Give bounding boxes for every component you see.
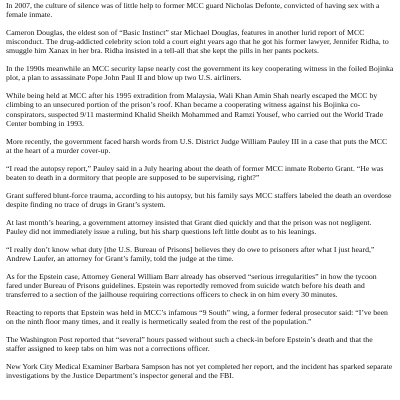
paragraph-hearing: At last month’s hearing, a government attorney insisted that Grant died quickly and that the prison was not negligent. Pauley did not immediately issue a ruling, but his sharp questions left little doubt as to his leanings. [6, 217, 372, 236]
paragraph-cameron-douglas: Cameron Douglas, the eldest son of “Basic Instinct” star Michael Douglas, features in another lurid report of MCC misconduct. The drug-addicted celebrity scion told a court eight years ago that he got his former lawyer, Jennifer Ridha, to smuggle him Xanax in her bra. Ridha insisted in a tell-all that she kept the pills in her pants pockets. [6, 28, 389, 56]
paragraph-medical-examiner: New York City Medical Examiner Barbara Sampson has not yet completed her report, and the incident has sparked separate investigations by the Justice Department’s inspector general and the FBI. [6, 361, 393, 381]
paragraph-wali-khan-amin-shah: While being held at MCC after his 1995 extradition from Malaysia, Wali Khan Amin Shah nearly escaped the MCC by climbing to an unsecured portion of the prison’s roof. Khan became a cooperating witness against his Bojinka co-conspirators, suspected 9/11 mastermind Khalid Sheikh Mohammed and Ramzi Yousef, who carried out the World Trade Center bombing in 1993. [6, 91, 384, 128]
paragraph-washington-post: The Washington Post reported that “several” hours passed without such a check-in before Epstein’s death and that the staffer assigned to keep tabs on him was not a corrections officer. [6, 334, 373, 354]
paragraph-defonte: In 2007, the culture of silence was of little help to former MCC guard Nicholas Defonte, convicted of having sex with a female inmate. [6, 1, 380, 20]
paragraph-grant-trauma: Grant suffered blunt-force trauma, according to his autopsy, but his family says MCC staffers labeled the death an overdose despite finding no trace of drugs in Grant’s system. [6, 190, 392, 209]
paragraph-judge-pauley: More recently, the government faced harsh words from U.S. District Judge William Pauley III in a case that puts the MCC at the heart of a murder cover-up. [6, 136, 388, 155]
paragraph-9-south: Reacting to reports that Epstein was held in MCC’s infamous “9 South” wing, a former federal prosecutor said: “I’ve been on the ninth floor many times, and it really is hermetically sealed from the rest of the population.” [6, 307, 388, 327]
paragraph-epstein-case: As for the Epstein case, Attorney General William Barr already has observed “serious irregularities” in how the tycoon fared under Bureau of Prisons guidelines. Epstein was reportedly removed from suicide watch before his death and transferred to a section of the jailhouse requiring corrections officers to check in on him every 30 minutes. [6, 271, 377, 300]
paragraph-laufer-quote: “I really don’t know what duty [the U.S. Bureau of Prisons] believes they do owe to prisoners after what I just heard,” Andrew Laufer, an attorney for Grant’s family, told the judge at the time. [6, 244, 375, 263]
paragraph-bojinka-plot: In the 1990s meanwhile an MCC security lapse nearly cost the government its key cooperating witness in the foiled Bojinka plot, a plan to assassinate Pope John Paul II and blow up two U.S. airliners. [6, 64, 394, 83]
paragraph-autopsy-quote: “I read the autopsy report,” Pauley said in a July hearing about the death of former MCC inmate Roberto Grant. “He was beaten to death in a dormitory that people are supposed to be supervising, right?” [6, 163, 384, 182]
